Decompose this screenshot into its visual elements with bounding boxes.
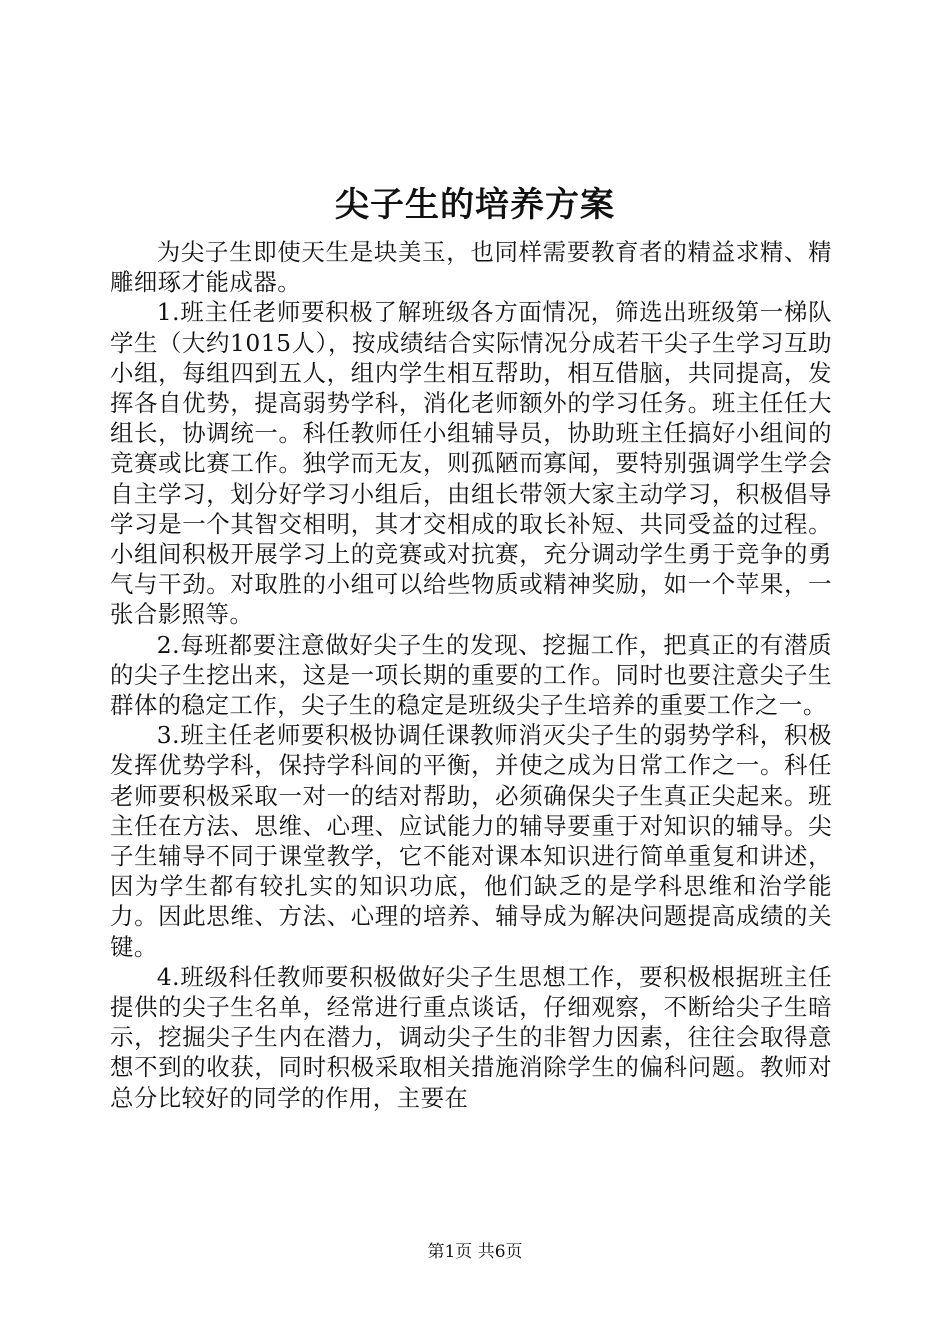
document-body [110,237,832,1113]
paragraph-item-1: 1.班主任老师要积极了解班级各方面情况，筛选出班级第一梯队学生（大约1015人），按成绩结合实际情况分成若干尖子生学习互助小组，每组四到五人，组内学生相互帮助，相互借脑，共同提高，发挥各自优势，提高弱势学科，消化老师额外的学习任务。班主任任大组长，协调统一。科任教师任小组辅导员，协助班主任搞好小组间的竞赛或比赛工作。独学而无友，则孤陋而寡闻，要特别强调学生学会自主学习，划分好学习小组后，由组长带领大家主动学习，积极倡导学习是一个其智交相明，其才交相成的取长补短、共同受益的过程。小组间积极开展学习上的竞赛或对抗赛，充分调动学生勇于竞争的勇气与干劲。对取胜的小组可以给些物质或精神奖励，如一个苹果，一张合影照等。 [110,298,832,629]
page-number-footer: 第1页 共6页 [427,1242,523,1262]
paragraph-intro: 为尖子生即使天生是块美玉，也同样需要教育者的精益求精、精雕细琢才能成器。 [110,238,832,297]
paragraph-item-4: 4.班级科任教师要积极做好尖子生思想工作，要积极根据班主任提供的尖子生名单，经常进行重点谈话，仔细观察，不断给尖子生暗示，挖掘尖子生内在潜力，调动尖子生的非智力因素，往往会取得意想不到的收获，同时积极采取相关措施消除学生的偏科问题。教师对总分比较好的同学的作用，主要在 [110,962,832,1112]
document-title: 尖子生的培养方案 [335,185,615,225]
paragraph-item-2: 2.每班都要注意做好尖子生的发现、挖掘工作，把真正的有潜质的尖子生挖出来，这是一项长期的重要的工作。同时也要注意尖子生群体的稳定工作，尖子生的稳定是班级尖子生培养的重要工作之一。 [110,630,832,720]
paragraph-item-3: 3.班主任老师要积极协调任课教师消灭尖子生的弱势学科，积极发挥优势学科，保持学科间的平衡，并使之成为日常工作之一。科任老师要积极采取一对一的结对帮助，必须确保尖子生真正尖起来。班主任在方法、思维、心理、应试能力的辅导要重于对知识的辅导。尖子生辅导不同于课堂教学，它不能对课本知识进行简单重复和讲述，因为学生都有较扎实的知识功底，他们缺乏的是学科思维和治学能力。因此思维、方法、心理的培养、辅导成为解决问题提高成绩的关键。 [110,721,832,961]
